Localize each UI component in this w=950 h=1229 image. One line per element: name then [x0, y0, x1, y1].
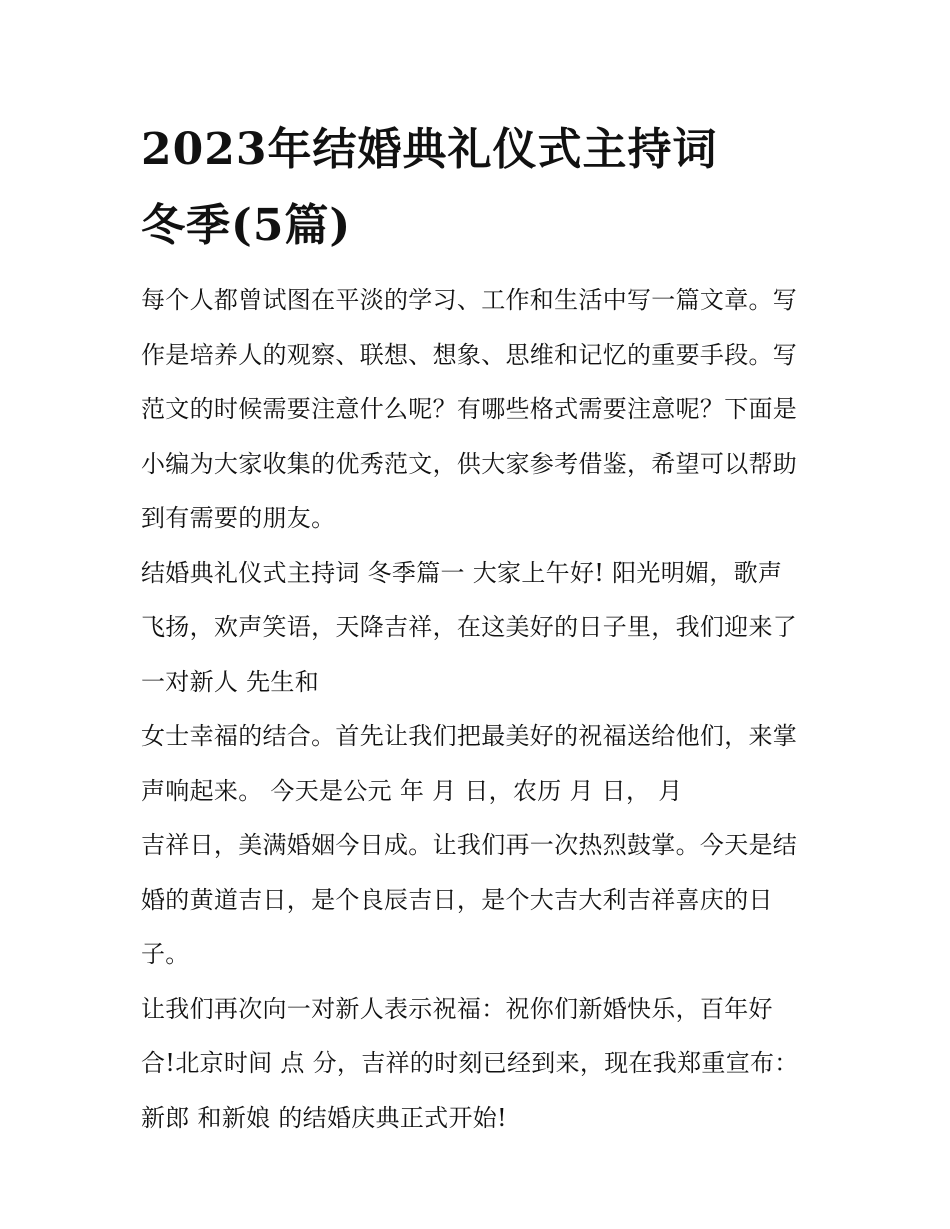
body-line: 合!北京时间 点 分，吉祥的时刻已经到来，现在我郑重宣布：: [141, 1049, 799, 1077]
body-line: 范文的时候需要注意什么呢？有哪些格式需要注意呢？下面是: [141, 395, 798, 423]
body-line: 婚的黄道吉日，是个良辰吉日，是个大吉大利吉祥喜庆的日: [141, 885, 773, 914]
document-body: [141, 273, 821, 1145]
body-line: 小编为大家收集的优秀范文，供大家参考借鉴，希望可以帮助: [141, 449, 798, 478]
body-line: 结婚典礼仪式主持词 冬季篇一 大家上午好! 阳光明媚，歌声: [141, 558, 783, 587]
body-line: 飞扬，欢声笑语，天降吉祥，在这美好的日子里，我们迎来了: [141, 613, 798, 641]
body-line: 每个人都曾试图在平淡的学习、工作和生活中写一篇文章。写: [141, 286, 798, 314]
body-line: 子。: [141, 940, 190, 968]
body-line: 新郎 和新娘 的结婚庆典正式开始!: [141, 1103, 508, 1132]
body-line: 作是培养人的观察、联想、想象、思维和记忆的重要手段。写: [141, 340, 798, 369]
body-line: 让我们再次向一对新人表示祝福：祝你们新婚快乐，百年好: [141, 994, 773, 1023]
title-line: 2023年结婚典礼仪式主持词: [141, 124, 718, 175]
title-line: 冬季(5篇): [141, 200, 352, 251]
body-line: 吉祥日，美满婚姻今日成。让我们再一次热烈鼓掌。今天是结: [141, 831, 798, 859]
document-title: [141, 112, 821, 264]
body-line: 女士幸福的结合。首先让我们把最美好的祝福送给他们，来掌: [141, 722, 798, 750]
body-line: 到有需要的朋友。: [141, 504, 336, 532]
body-line: 一对新人 先生和: [141, 667, 320, 696]
body-line: 声响起来。 今天是公元 年 月 日，农历 月 日， 月: [141, 776, 683, 805]
